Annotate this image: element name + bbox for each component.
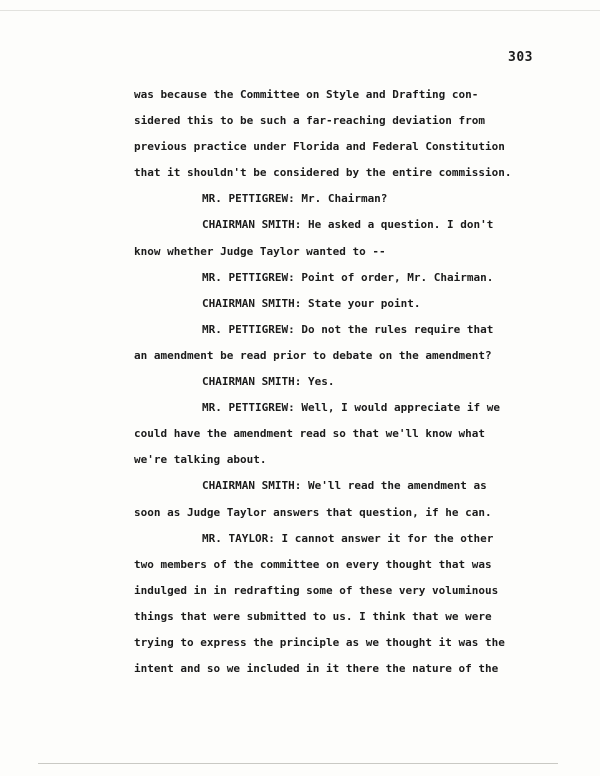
transcript-line: MR. PETTIGREW: Do not the rules require that	[202, 322, 494, 336]
transcript-line: could have the amendment read so that we'll know what	[134, 427, 485, 441]
bottom-edge-rule	[38, 763, 558, 764]
transcript-line: MR. PETTIGREW: Mr. Chairman?	[202, 192, 388, 206]
transcript-line: we're talking about.	[134, 453, 267, 467]
transcript-line: MR. PETTIGREW: Point of order, Mr. Chairman.	[202, 270, 494, 284]
transcript-line: CHAIRMAN SMITH: We'll read the amendment as	[202, 479, 487, 493]
transcript-line: sidered this to be such a far-reaching deviation from	[134, 114, 485, 128]
transcript-line: soon as Judge Taylor answers that question, if he can.	[134, 505, 492, 519]
top-edge-rule	[0, 10, 600, 11]
transcript-line: indulged in in redrafting some of these very voluminous	[134, 583, 499, 597]
page-number: 303	[508, 50, 533, 65]
transcript-line: things that were submitted to us. I think that we were	[134, 609, 492, 623]
transcript-line: intent and so we included in it there the nature of the	[134, 662, 499, 676]
transcript-line: CHAIRMAN SMITH: Yes.	[202, 375, 335, 389]
transcript-body	[134, 82, 554, 682]
transcript-line: two members of the committee on every thought that was	[134, 557, 492, 571]
transcript-line: an amendment be read prior to debate on the amendment?	[134, 348, 492, 362]
transcript-line: that it shouldn't be considered by the entire commission.	[134, 166, 512, 180]
transcript-line: CHAIRMAN SMITH: State your point.	[202, 296, 421, 310]
transcript-line: know whether Judge Taylor wanted to --	[134, 244, 386, 258]
transcript-line: MR. TAYLOR: I cannot answer it for the other	[202, 531, 494, 545]
transcript-line: CHAIRMAN SMITH: He asked a question. I don't	[202, 218, 494, 232]
transcript-line: previous practice under Florida and Federal Constitution	[134, 140, 505, 154]
transcript-line: was because the Committee on Style and Drafting con-	[134, 88, 479, 101]
transcript-line: trying to express the principle as we thought it was the	[134, 635, 505, 649]
transcript-line: MR. PETTIGREW: Well, I would appreciate if we	[202, 401, 501, 415]
